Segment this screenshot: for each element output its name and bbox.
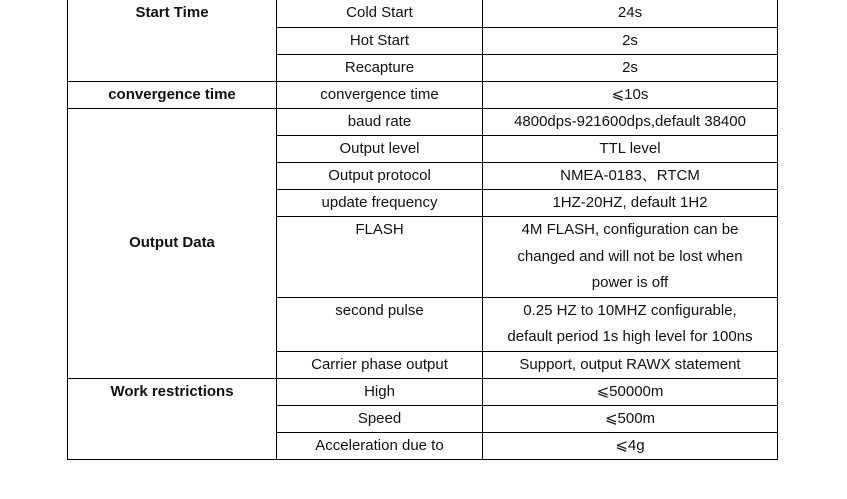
param-speed: Speed [277,405,483,432]
param-carrier-phase-output: Carrier phase output [277,351,483,378]
value-update-frequency: 1HZ-20HZ, default 1H2 [483,190,778,217]
value-second-pulse-line: 0.25 HZ to 10MHZ configurable, [523,301,737,319]
value-flash-line: changed and will not be lost when [517,247,743,265]
param-hot-start: Hot Start [277,28,483,55]
category-start-time: Start Time [68,0,277,82]
value-carrier-phase-output: Support, output RAWX statement [483,351,778,378]
category-work-restrictions: Work restrictions [68,378,277,459]
specification-table [67,0,778,460]
param-output-protocol: Output protocol [277,163,483,190]
param-baud-rate: baud rate [277,109,483,136]
value-second-pulse-line: default period 1s high level for 100ns [507,328,753,345]
value-high: ⩽50000m [483,378,778,405]
param-flash: FLASH [277,217,483,298]
value-output-protocol: NMEA-0183、RTCM [483,163,778,190]
table-row [68,0,778,28]
param-acceleration: Acceleration due to [277,432,483,459]
value-convergence-time: ⩽10s [483,82,778,109]
value-second-pulse [483,297,778,351]
param-update-frequency: update frequency [277,190,483,217]
value-hot-start: 2s [483,28,778,55]
table-row [68,82,778,109]
param-recapture: Recapture [277,55,483,82]
param-convergence-time: convergence time [277,82,483,109]
param-cold-start: Cold Start [277,0,483,28]
category-convergence-time: convergence time [68,82,277,109]
value-acceleration: ⩽4g [483,432,778,459]
value-output-level: TTL level [483,136,778,163]
table-row [68,109,778,136]
param-high: High [277,378,483,405]
value-flash [483,217,778,298]
category-output-data: Output Data [68,109,277,379]
value-flash-line: 4M FLASH, configuration can be [521,221,739,238]
value-flash-line: power is off [591,274,669,291]
value-cold-start: 24s [483,0,778,28]
value-baud-rate: 4800dps-921600dps,default 38400 [483,109,778,136]
value-speed: ⩽500m [483,405,778,432]
value-recapture: 2s [483,55,778,82]
table-row [68,378,778,405]
param-output-level: Output level [277,136,483,163]
param-second-pulse: second pulse [277,297,483,351]
